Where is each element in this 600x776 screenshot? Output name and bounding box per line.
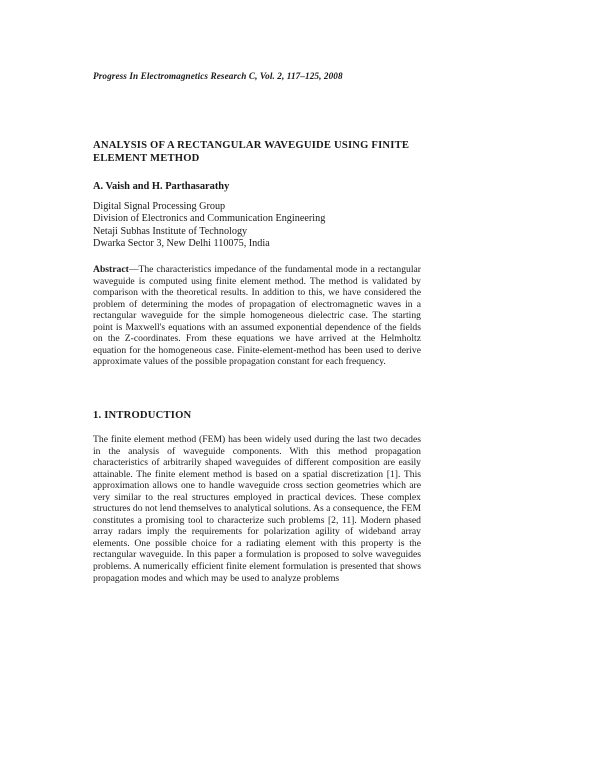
introduction-body: The finite element method (FEM) has been widely used during the last two decades in the analysis of waveguide components. With this method propagation characteristics of arbitrarily shaped waveguides of different composition are easily attainable. The finite element method is based on a spatial discretization [1]. This approximation allows one to handle waveguide cross section geometries which are very similar to the real structures employed in practical devices. These complex structures do not lend themselves to analytical solutions. As a consequence, the FEM constitutes a promising tool to characterize such problems [2, 11]. Modern phased array radars imply the requirements for polarization agility of wideband array elements. One possible choice for a radiating element with this property is the rectangular waveguide. In this paper a formulation is proposed to solve waveguides problems. A numerically efficient finite element formulation is presented that shows propagation modes and which may be used to analyze problems xyxy=(93,434,421,584)
abstract-text: —The characteristics impedance of the fundamental mode in a rectangular waveguide is computed using finite element method. The method is validated by comparison with the theoretical results. In addition to this, we have considered the problem of determining the modes of propagation of electromagnetic waves in a rectangular waveguide for the simple homogeneous dielectric case. The starting point is Maxwell's equations with an assumed exponential dependence of the fields on the Z-coordinates. From these equations we have arrived at the Helmholtz equation for the homogeneous case. Finite-element-method has been used to derive approximate values of the possible propagation constant for each frequency. xyxy=(93,264,421,368)
abstract xyxy=(93,264,421,368)
affiliation-line: Division of Electronics and Communication Engineering xyxy=(93,213,326,225)
author-list: A. Vaish and H. Parthasarathy xyxy=(93,181,230,192)
paper-title: ANALYSIS OF A RECTANGULAR WAVEGUIDE USING FINITE ELEMENT METHOD xyxy=(93,140,410,164)
affiliation-line: Netaji Subhas Institute of Technology xyxy=(93,225,248,237)
affiliation-line: Digital Signal Processing Group xyxy=(93,201,226,212)
affiliation-line: Dwarka Sector 3, New Delhi 110075, India xyxy=(93,238,270,250)
journal-running-head: Progress In Electromagnetics Research C, Vol. 2, 117–125, 2008 xyxy=(93,71,343,81)
abstract-label: Abstract xyxy=(93,264,129,275)
affiliation-block xyxy=(93,201,433,251)
section-heading-introduction: 1. INTRODUCTION xyxy=(93,410,192,421)
